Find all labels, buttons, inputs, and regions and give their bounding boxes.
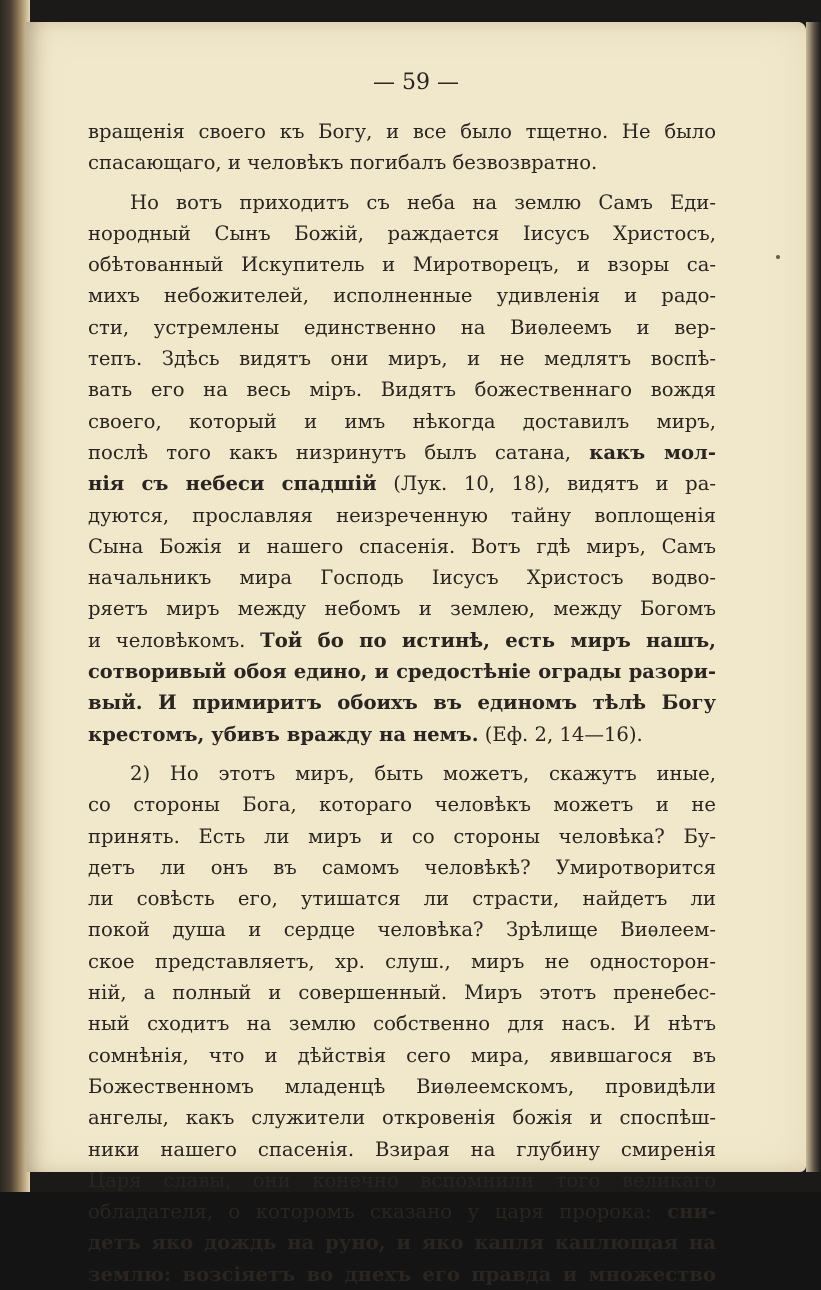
body-text — [88, 116, 716, 1290]
text-line — [88, 593, 716, 624]
text-line — [88, 147, 716, 178]
text-segment: своего, который и имъ нѣкогда доставилъ миръ, — [88, 409, 716, 433]
text-line — [88, 789, 716, 820]
text-segment: спасающаго, и человѣкъ погибалъ безвозвратно. — [88, 151, 598, 175]
text-line — [88, 1196, 716, 1227]
text-line — [88, 1071, 716, 1102]
emphasized-quote: Той бо по истинѣ, есть миръ нашъ, — [260, 628, 716, 652]
text-line — [88, 218, 716, 249]
text-segment: ангелы, какъ служители откровенія божія и споспѣш- — [88, 1106, 716, 1130]
text-line — [88, 312, 716, 343]
emphasized-quote: крестомъ, убивъ вражду на немъ. — [88, 722, 479, 746]
text-segment: ли совѣсть его, утишатся ли страсти, найдетъ ли — [88, 887, 716, 911]
text-segment: тепъ. Здѣсь видятъ они миръ, и не медлятъ воспѣ- — [88, 347, 716, 371]
emphasized-quote: сотворивый обоя едино, и средостѣніе ограды разори- — [88, 660, 716, 684]
text-line — [88, 1227, 716, 1258]
text-segment: начальникъ мира Господь Іисусъ Христосъ водво- — [88, 566, 716, 590]
text-line — [88, 437, 716, 468]
text-segment: ники нашего спасенія. Взирая на глубину смиренія — [88, 1137, 716, 1161]
text-segment: обладателя, о которомъ сказано у царя пророка: — [88, 1200, 668, 1224]
emphasized-quote: нія съ небеси спадшій — [88, 472, 377, 496]
text-line — [88, 187, 716, 218]
ink-speck — [776, 255, 780, 259]
text-segment: нородный Сынъ Божій, раждается Іисусъ Христосъ, — [88, 221, 716, 245]
text-line — [88, 249, 716, 280]
text-line — [88, 883, 716, 914]
text-line — [88, 468, 716, 499]
text-line — [88, 374, 716, 405]
text-segment: дуются, прославляя неизреченную тайну воплощенія — [88, 503, 716, 527]
text-segment: (Лук. 10, 18), видятъ и ра- — [376, 472, 716, 496]
text-segment: Сына Божія и нашего спасенія. Вотъ гдѣ миръ, Самъ — [88, 534, 716, 558]
text-line — [88, 758, 716, 789]
text-segment: Божественномъ младенцѣ Виѳлеемскомъ, провидѣли — [88, 1074, 716, 1098]
text-line — [88, 656, 716, 687]
text-segment: покой душа и сердце человѣка? Зрѣлище Виѳлеем- — [88, 918, 716, 942]
text-segment: (Еф. 2, 14—16). — [478, 722, 643, 746]
text-segment: ряетъ миръ между небомъ и землею, между Богомъ — [88, 597, 716, 621]
text-segment: вращенія своего къ Богу, и все было тщетно. Не было — [88, 120, 716, 143]
text-line — [88, 1134, 716, 1165]
text-line — [88, 821, 716, 852]
text-line — [88, 343, 716, 374]
page-number-header: — 59 — — [373, 70, 459, 95]
emphasized-quote: вый. И примиритъ обоихъ въ единомъ тѣлѣ Богу — [88, 691, 716, 715]
text-segment: михъ небожителей, исполненные удивленія и радо- — [88, 284, 716, 308]
text-segment: принять. Есть ли миръ и со стороны человѣка? Бу- — [88, 824, 716, 848]
emphasized-quote: землю: возсіяетъ во днехъ его правда и множество — [88, 1262, 716, 1286]
emphasized-quote: сни- — [667, 1200, 716, 1224]
text-line — [88, 946, 716, 977]
text-segment: Но вотъ приходитъ съ неба на землю Самъ Еди- — [130, 190, 716, 214]
paragraph-gap — [88, 179, 716, 187]
text-line — [88, 1102, 716, 1133]
text-segment: и человѣкомъ. — [88, 628, 261, 652]
text-line — [88, 116, 716, 147]
text-segment: со стороны Бога, котораго человѣкъ можетъ и не — [88, 793, 716, 817]
page-shadow-edge — [806, 22, 821, 1172]
text-segment: послѣ того какъ низринутъ былъ сатана, — [88, 440, 590, 464]
text-line — [88, 1008, 716, 1039]
text-segment: обѣтованный Искупитель и Миротворецъ, и взоры са- — [88, 253, 716, 277]
text-line — [88, 531, 716, 562]
emphasized-quote: детъ яко дождь на руно, и яко капля каплющая на — [88, 1231, 716, 1255]
text-segment: ный сходитъ на землю собственно для насъ. И нѣтъ — [88, 1012, 716, 1036]
text-segment: вать его на весь міръ. Видятъ божественнаго вождя — [88, 378, 716, 402]
text-segment: ній, а полный и совершенный. Миръ этотъ пренебес- — [88, 981, 716, 1005]
text-line — [88, 977, 716, 1008]
text-line — [88, 852, 716, 883]
text-line — [88, 914, 716, 945]
text-line — [88, 562, 716, 593]
text-line — [88, 687, 716, 718]
text-segment: детъ ли онъ въ самомъ человѣкѣ? Умиротворится — [88, 855, 716, 879]
text-line — [88, 719, 716, 750]
text-line — [88, 1259, 716, 1290]
text-line — [88, 625, 716, 656]
text-line — [88, 500, 716, 531]
text-line — [88, 406, 716, 437]
text-line — [88, 280, 716, 311]
text-segment: Царя славы, они конечно вспомнили того великаго — [88, 1168, 716, 1192]
text-segment: сомнѣнія, что и дѣйствія сего мира, явившагося въ — [88, 1043, 716, 1067]
text-segment: 2) Но этотъ миръ, быть можетъ, скажутъ иные, — [130, 761, 716, 785]
paragraph-gap — [88, 750, 716, 758]
text-segment: ское представляетъ, хр. слуш., миръ не односторон- — [88, 949, 716, 973]
emphasized-quote: какъ мол- — [589, 440, 716, 464]
text-line — [88, 1165, 716, 1196]
text-line — [88, 1040, 716, 1071]
text-segment: сти, устремлены единственно на Виѳлеемъ и вер- — [88, 315, 716, 339]
